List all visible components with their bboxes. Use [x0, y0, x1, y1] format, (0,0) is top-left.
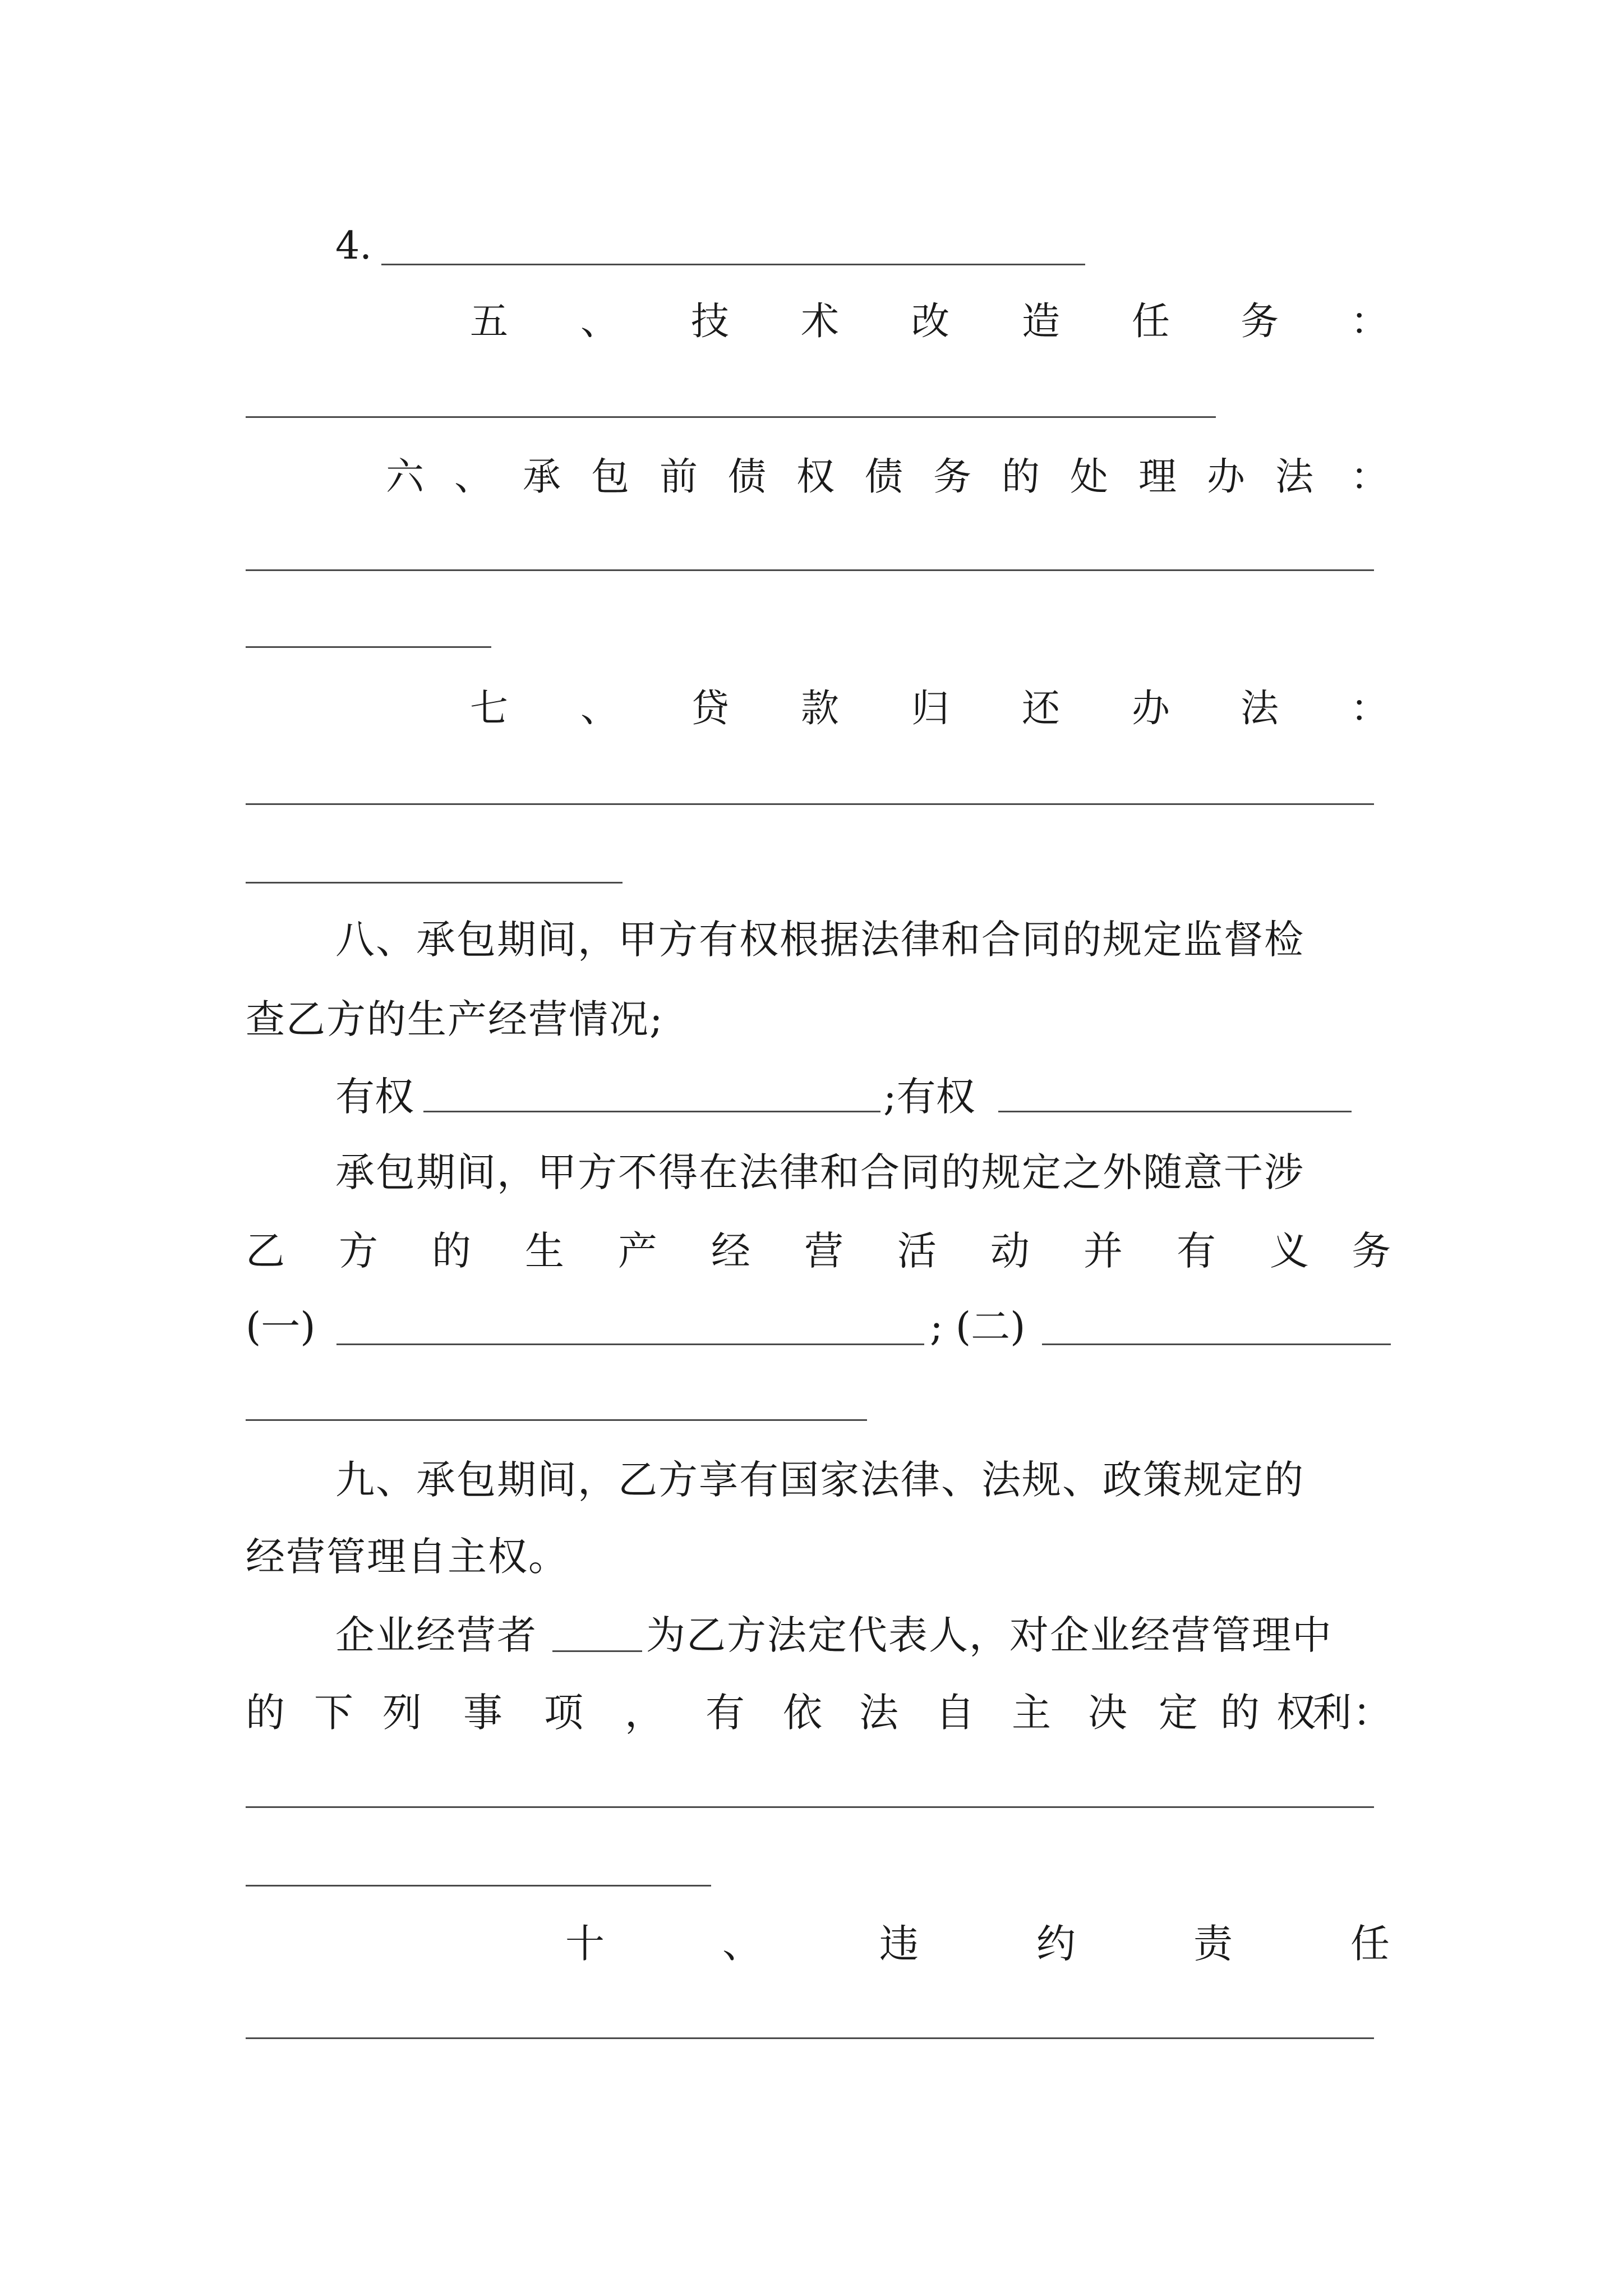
section-6-blank-2 [246, 646, 491, 648]
section-5-char: 任 [1132, 300, 1170, 344]
section-6-char: 包 [591, 455, 630, 499]
section-9-char: 决 [1088, 1690, 1127, 1736]
section-8-line-2: 查乙方的生产经营情况; [246, 996, 664, 1042]
section-6-char: 债 [865, 455, 903, 499]
section-7-char: 、 [580, 687, 619, 731]
section-10-char: 十 [565, 1921, 605, 1967]
section-6-char: 、 [454, 455, 493, 499]
section-6-char: 办 [1207, 455, 1246, 499]
section-5-char: 务 [1241, 300, 1279, 344]
duty-char: 经 [711, 1228, 750, 1274]
duty-char: 产 [618, 1228, 657, 1274]
section-9-char: 事 [463, 1690, 502, 1736]
section-5-char: 造 [1022, 300, 1061, 344]
section-10-char: 违 [879, 1921, 919, 1967]
duty-item-1-blank [336, 1343, 924, 1345]
section-8-blank-continuation [246, 1419, 867, 1421]
section-6-char: 承 [523, 455, 561, 499]
section-9-blank-2 [246, 1885, 711, 1887]
duty-char: 乙 [246, 1228, 285, 1274]
item-4-label: 4. [335, 224, 372, 268]
section-9-char: 有 [706, 1690, 745, 1736]
section-9-line-1: 九、承包期间，乙方享有国家法律、法规、政策规定的 [335, 1457, 1304, 1503]
section-7-char: 贷 [691, 687, 730, 731]
section-9-char: ： [1353, 1690, 1392, 1736]
rights-blank-1 [423, 1111, 880, 1112]
rights-prefix-1: 有权 [335, 1074, 414, 1120]
section-7-char: ： [1350, 687, 1389, 731]
section-9-char: 法 [859, 1690, 898, 1736]
duty-item-2-label: ; (二) [930, 1304, 1026, 1350]
section-6-char: 的 [1002, 455, 1040, 499]
section-5-blank [246, 416, 1216, 418]
duty-char: 务 [1352, 1228, 1391, 1274]
section-10-blank [246, 2037, 1374, 2039]
duty-char: 并 [1083, 1228, 1123, 1274]
duty-char: 营 [804, 1228, 843, 1274]
section-6-char: 处 [1070, 455, 1109, 499]
rights-blank-2 [998, 1111, 1352, 1112]
section-5-char: 改 [911, 300, 950, 344]
rights-prefix-2: ;有权 [883, 1074, 975, 1120]
section-7-char: 款 [801, 687, 840, 731]
duty-item-1-label: (一) [246, 1304, 316, 1350]
duty-char: 的 [432, 1228, 471, 1274]
section-5-char: 、 [580, 300, 619, 344]
duty-char: 动 [990, 1228, 1030, 1274]
section-6-blank-1 [246, 569, 1374, 571]
duty-char: 活 [897, 1228, 937, 1274]
section-9-blank-1 [246, 1806, 1374, 1808]
section-10-char: 责 [1193, 1921, 1233, 1967]
section-6-char: 债 [728, 455, 767, 499]
section-8-duty-line-1: 承包期间，甲方不得在法律和合同的规定之外随意干涉 [335, 1149, 1304, 1195]
section-9-char: 依 [783, 1690, 822, 1736]
operator-label: 企业经营者 [335, 1612, 537, 1658]
duty-char: 生 [525, 1228, 564, 1274]
section-6-char: 前 [660, 455, 698, 499]
section-10-char: 任 [1350, 1921, 1390, 1967]
section-5-char: 五 [470, 300, 509, 344]
section-9-char: 列 [382, 1690, 422, 1736]
section-5-char: 术 [801, 300, 840, 344]
section-9-char: 自 [935, 1690, 975, 1736]
duty-char: 义 [1270, 1228, 1309, 1274]
section-7-char: 办 [1132, 687, 1170, 731]
section-6-char: ： [1350, 455, 1389, 499]
section-6-char: 法 [1275, 455, 1314, 499]
section-7-blank-1 [246, 803, 1374, 805]
section-9-line-2: 经营管理自主权。 [246, 1534, 569, 1580]
section-6-char: 六 [386, 455, 425, 499]
section-5-char: ： [1350, 300, 1389, 344]
section-7-char: 还 [1022, 687, 1061, 731]
section-7-char: 七 [470, 687, 509, 731]
section-9-char: 利 [1312, 1690, 1352, 1736]
duty-item-2-blank [1042, 1343, 1391, 1345]
duty-char: 方 [339, 1228, 378, 1274]
operator-blank [552, 1650, 642, 1652]
duty-char: 有 [1177, 1228, 1216, 1274]
section-8-line-1: 八、承包期间，甲方有权根据法律和合同的规定监督检 [335, 917, 1304, 963]
operator-text: 为乙方法定代表人，对企业经营管理中 [646, 1612, 1332, 1658]
section-9-char: 项 [544, 1690, 583, 1736]
section-9-char: ， [625, 1690, 664, 1736]
section-6-char: 权 [796, 455, 835, 499]
section-7-char: 法 [1241, 687, 1279, 731]
section-9-char: 主 [1012, 1690, 1051, 1736]
section-10-char: 约 [1036, 1921, 1076, 1967]
item-4-blank [381, 264, 1085, 265]
section-9-char: 下 [314, 1690, 353, 1736]
section-10-char: 、 [722, 1921, 762, 1967]
section-5-char: 技 [691, 300, 730, 344]
section-9-char: 的 [1220, 1690, 1260, 1736]
section-7-char: 归 [911, 687, 950, 731]
section-6-char: 理 [1138, 455, 1177, 499]
section-9-char: 定 [1159, 1690, 1198, 1736]
section-6-char: 务 [933, 455, 972, 499]
section-7-blank-2 [246, 882, 623, 884]
section-9-char: 的 [246, 1690, 285, 1736]
section-9-char: 权 [1276, 1690, 1316, 1736]
